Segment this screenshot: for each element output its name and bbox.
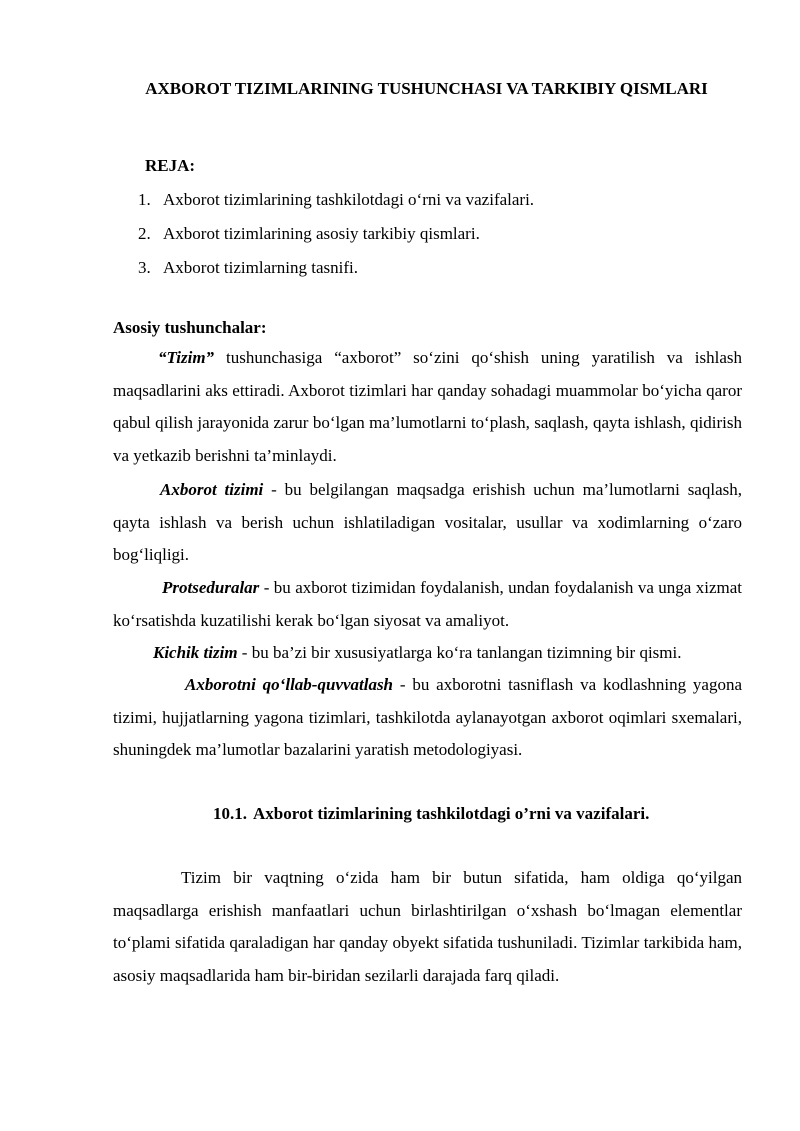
plan-item-number: 3. (138, 258, 151, 277)
section-number: 10.1. (213, 804, 247, 823)
plan-list (138, 183, 534, 285)
definition-term: Axborotni qo‘llab-quvvatlash (185, 675, 394, 694)
plan-item (138, 251, 534, 285)
definition-term: Kichik tizim (153, 643, 238, 662)
definition-paragraph (113, 474, 742, 572)
definition-paragraph (113, 342, 742, 472)
plan-item-text: Axborot tizimlarining asosiy tarkibiy qismlari. (163, 224, 480, 243)
plan-heading: REJA: (145, 156, 196, 175)
definition-paragraph (113, 669, 742, 767)
definition-paragraph (113, 572, 742, 637)
plan-item (138, 217, 534, 251)
body-paragraph: Tizim bir vaqtning o‘zida ham bir butun sifatida, ham oldiga qo‘yilgan maqsadlarga erishish manfaatlari uchun birlashtirilgan o‘xshash bo‘lmagan elementlar to‘plami sifatida qaraladigan har qanday obyekt sifatida tushuniladi. Tizimlar tarkibida ham, asosiy maqsadlarida ham bir-biridan sezilarli darajada farq qiladi. (113, 868, 742, 985)
definition-text: - bu axborotni tasniflash va kodlashning yagona tizimi, hujjatlarning yagona tizimlari, tashkilotda aylanayotgan axborot oqimlari sxemalari, shuningdek ma’lumotlar bazalarini yaratish metodologiyasi. (113, 675, 742, 759)
plan-item (138, 183, 534, 217)
concepts-heading: Asosiy tushunchalar: (113, 318, 267, 337)
definition-term: Protseduralar (162, 578, 260, 597)
definition-text: - bu ba’zi bir xususiyatlarga ko‘ra tanlangan tizimning bir qismi. (237, 643, 682, 662)
plan-item-number: 2. (138, 224, 151, 243)
plan-item-number: 1. (138, 190, 151, 209)
document-title: AXBOROT TIZIMLARINING TUSHUNCHASI VA TARKIBIY QISMLARI (145, 79, 708, 98)
definition-text: - bu belgilangan maqsadga erishish uchun ma’lumotlarni saqlash, qayta ishlash va berish uchun ishlatiladigan vositalar, usullar va xodimlarning o‘zaro bog‘liqligi. (113, 480, 742, 564)
plan-item-text: Axborot tizimlarining tashkilotdagi o‘rni va vazifalari. (163, 190, 535, 209)
definition-paragraph (113, 637, 742, 670)
plan-item-text: Axborot tizimlarning tasnifi. (163, 258, 358, 277)
section-heading (213, 798, 649, 831)
definition-text: tushunchasiga “axborot” so‘zini qo‘shish uning yaratilish va ishlash maqsadlarini aks ettiradi. Axborot tizimlari har qanday sohadagi muammolar bo‘yicha qaror qabul qilish jarayonida zarur bo‘lgan ma’lumotlarni to‘plash, saqlash, qayta ishlash, qidirish va yetkazib berishni ta’minlaydi. (113, 348, 742, 465)
definition-term: Axborot tizimi (160, 480, 264, 499)
section-title: Axborot tizimlarining tashkilotdagi o’rni va vazifalari. (253, 804, 650, 823)
definition-text: - bu axborot tizimidan foydalanish, undan foydalanish va unga xizmat ko‘rsatishda kuzatilishi kerak bo‘lgan siyosat va amaliyot. (113, 578, 742, 630)
definition-term: “Tizim” (158, 348, 215, 367)
